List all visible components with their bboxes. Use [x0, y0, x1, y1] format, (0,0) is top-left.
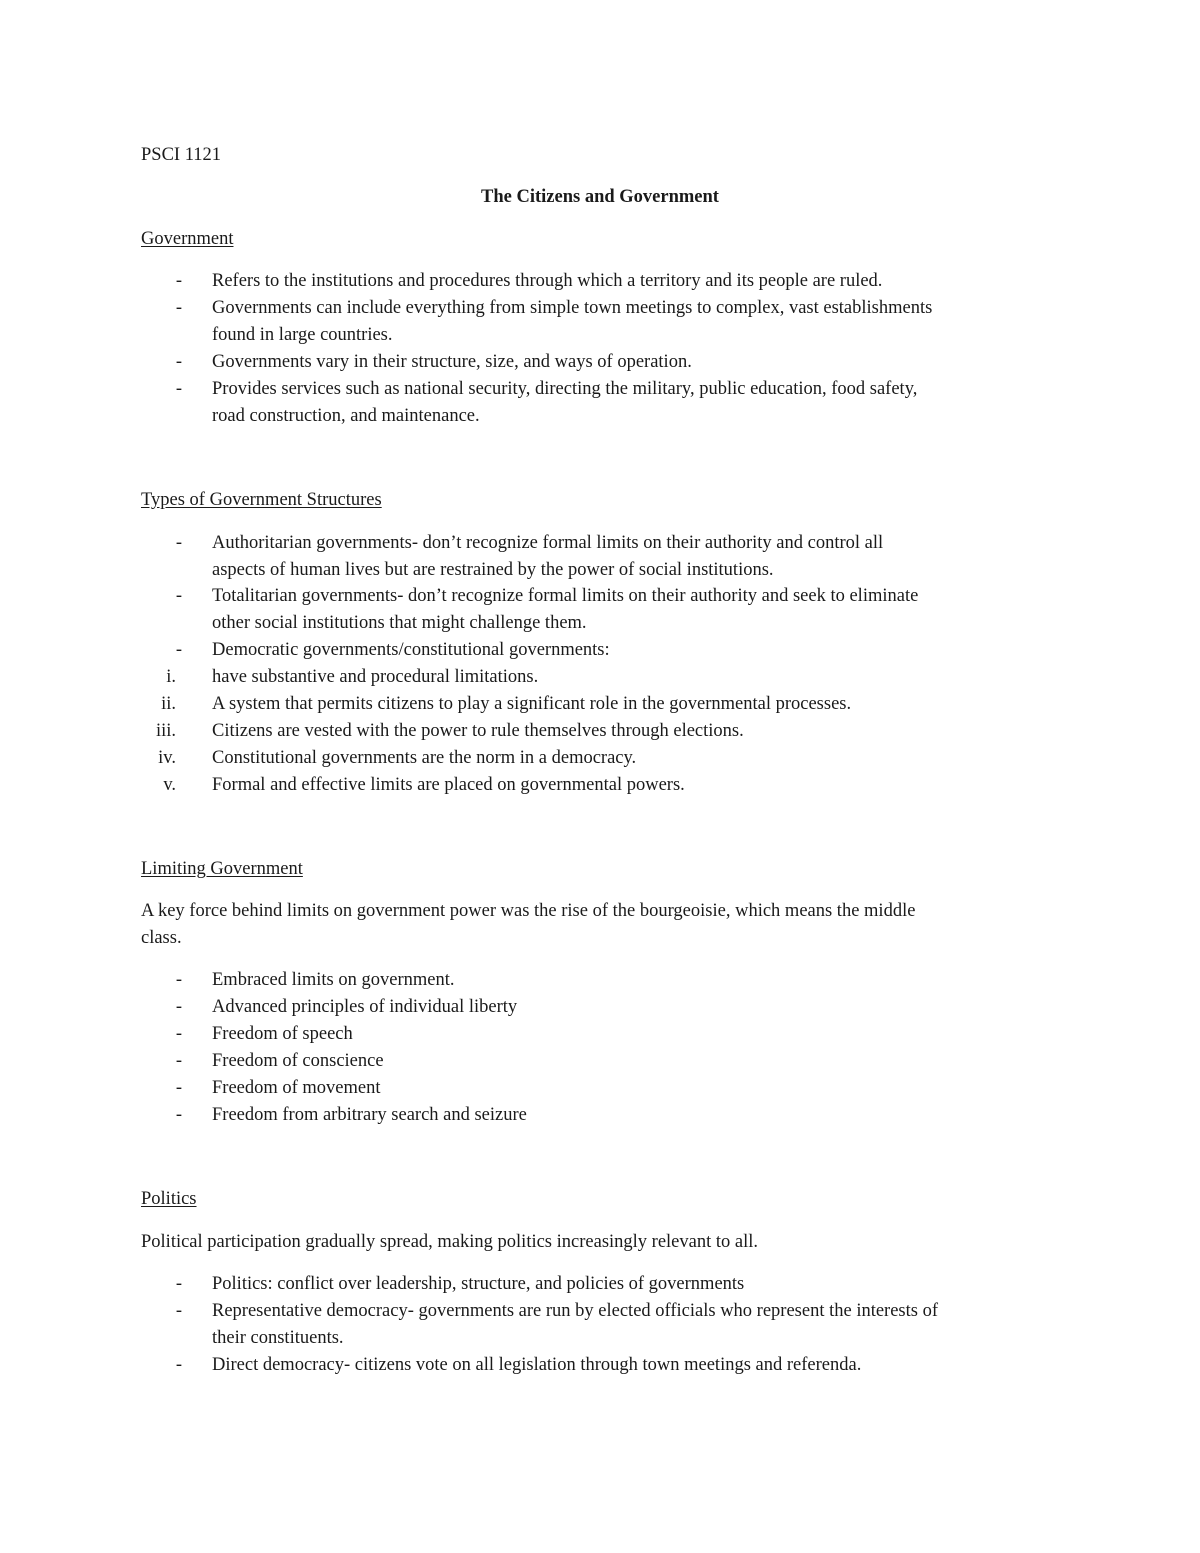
list-item: Democratic governments/constitutional governments: [212, 640, 610, 660]
paragraph: Political participation gradually spread, making politics increasingly relevant to all. [141, 1232, 759, 1252]
list-marker: - [175, 997, 182, 1017]
course-code: PSCI 1121 [141, 145, 222, 165]
list-item-continuation: other social institutions that might challenge them. [212, 613, 587, 633]
sub-list-item: A system that permits citizens to play a significant role in the governmental processes. [212, 694, 852, 714]
paragraph: A key force behind limits on government power was the rise of the bourgeoisie, which means the middle [141, 901, 916, 921]
roman-marker: ii. [161, 694, 176, 714]
list-marker: - [175, 352, 182, 372]
section-heading-government: Government [141, 229, 234, 249]
list-marker: - [175, 533, 182, 553]
list-item: Direct democracy- citizens vote on all legislation through town meetings and referenda. [212, 1355, 862, 1375]
list-marker: - [175, 640, 182, 660]
list-item: Representative democracy- governments are run by elected officials who represent the interests of [212, 1301, 939, 1321]
list-item: Politics: conflict over leadership, structure, and policies of governments [212, 1274, 745, 1294]
list-item-continuation: found in large countries. [212, 325, 393, 345]
sub-list-item: Formal and effective limits are placed on governmental powers. [212, 775, 685, 795]
list-marker: - [175, 1301, 182, 1321]
sub-list-item: Constitutional governments are the norm in a democracy. [212, 748, 637, 768]
list-marker: - [175, 1105, 182, 1125]
list-item: Advanced principles of individual liberty [212, 997, 518, 1017]
list-marker: - [175, 586, 182, 606]
roman-marker: i. [166, 667, 176, 687]
list-item: Totalitarian governments- don’t recognize formal limits on their authority and seek to eliminate [212, 586, 919, 606]
list-item: Governments vary in their structure, size, and ways of operation. [212, 352, 692, 372]
list-marker: - [175, 271, 182, 291]
list-item: Embraced limits on government. [212, 970, 455, 990]
document-title: The Citizens and Government [481, 187, 719, 207]
list-item: Freedom of speech [212, 1024, 353, 1044]
list-item: Governments can include everything from simple town meetings to complex, vast establishments [212, 298, 933, 318]
sub-list-item: Citizens are vested with the power to rule themselves through elections. [212, 721, 744, 741]
list-item-continuation: their constituents. [212, 1328, 344, 1348]
roman-marker: iv. [158, 748, 176, 768]
paragraph-continuation: class. [141, 928, 182, 948]
list-item-continuation: road construction, and maintenance. [212, 406, 480, 426]
list-item: Authoritarian governments- don’t recognize formal limits on their authority and control all [212, 533, 884, 553]
list-marker: - [175, 1051, 182, 1071]
list-marker: - [175, 970, 182, 990]
list-item: Freedom from arbitrary search and seizure [212, 1105, 527, 1125]
list-item: Freedom of conscience [212, 1051, 384, 1071]
list-marker: - [175, 1355, 182, 1375]
roman-marker: iii. [155, 721, 176, 741]
list-marker: - [175, 298, 182, 318]
roman-marker: v. [163, 775, 176, 795]
list-marker: - [175, 1024, 182, 1044]
section-heading-types: Types of Government Structures [141, 490, 382, 510]
section-heading-limiting: Limiting Government [141, 859, 303, 879]
section-heading-politics: Politics [141, 1189, 197, 1209]
list-item-continuation: aspects of human lives but are restrained by the power of social institutions. [212, 560, 774, 580]
list-item: Freedom of movement [212, 1078, 381, 1098]
list-marker: - [175, 1078, 182, 1098]
list-item: Provides services such as national security, directing the military, public education, food safety, [212, 379, 918, 399]
sub-list-item: have substantive and procedural limitations. [212, 667, 539, 687]
list-marker: - [175, 1274, 182, 1294]
list-marker: - [175, 379, 182, 399]
list-item: Refers to the institutions and procedures through which a territory and its people are ruled. [212, 271, 883, 291]
